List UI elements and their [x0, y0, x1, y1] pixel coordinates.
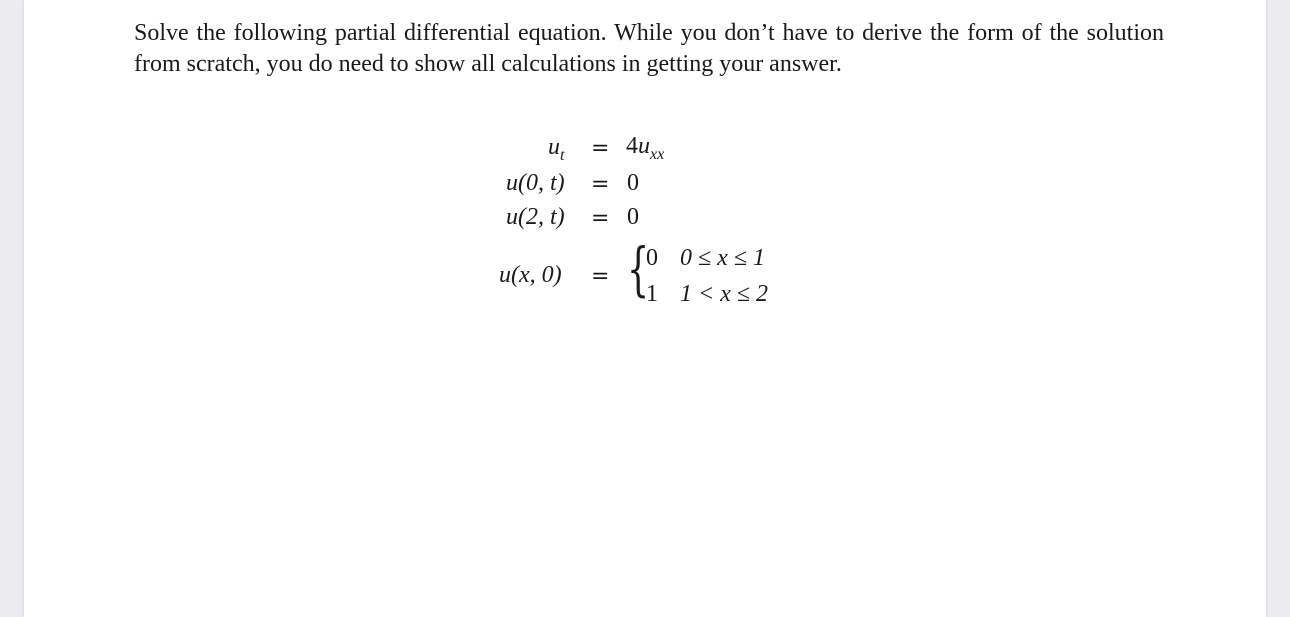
bc-left-rhs: 0: [627, 170, 639, 196]
pde-rhs-coef: 4: [626, 133, 638, 159]
bc-right-lhs: u(2, t): [506, 204, 565, 230]
bc-right-equals: =: [591, 206, 610, 231]
pde-rhs-var: u: [638, 133, 650, 159]
pde-rhs: [626, 133, 665, 163]
ic-equals: =: [591, 264, 610, 289]
ic-case-1-value: 0: [646, 245, 658, 271]
bc-left-lhs: u(0, t): [506, 170, 565, 196]
ic-case-2-value: 1: [646, 281, 658, 307]
bc-left-equals: =: [591, 172, 610, 197]
pde-lhs: [548, 134, 565, 164]
pde-equals: =: [591, 136, 610, 161]
ic-brace: {: [627, 235, 650, 303]
ic-lhs: u(x, 0): [499, 262, 562, 288]
bc-right-rhs: 0: [627, 204, 639, 230]
pde-rhs-sub: xx: [650, 146, 665, 163]
problem-statement: Solve the following partial differential equation. While you don’t have to derive the form of the solution from scratch, you do need to show all calculations in getting your answer.: [134, 20, 1164, 77]
ic-case-2-condition: 1 < x ≤ 2: [680, 281, 769, 307]
pde-lhs-var: u: [548, 134, 560, 160]
ic-case-1-condition: 0 ≤ x ≤ 1: [680, 245, 765, 271]
pde-lhs-sub: t: [560, 147, 565, 164]
document-page: [24, 0, 1266, 617]
